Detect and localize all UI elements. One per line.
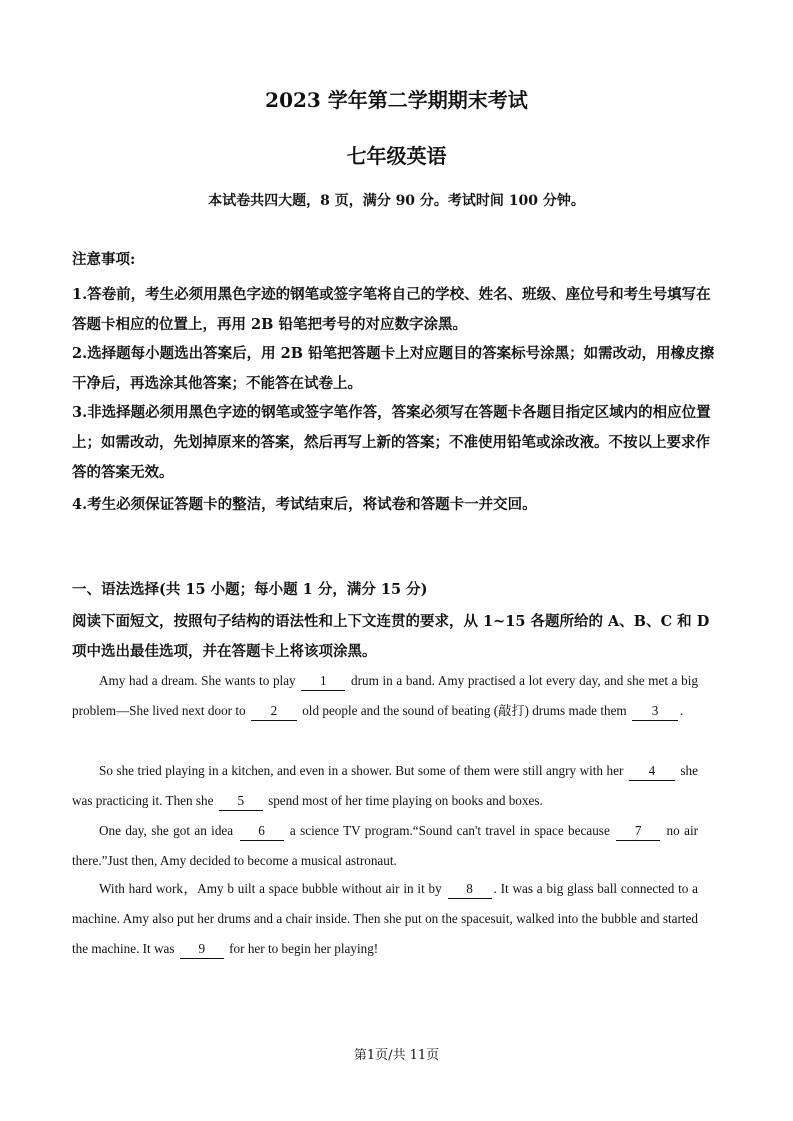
note-item: 3.非选择题必须用黑色字迹的钢笔或签字笔作答，答案必须写在答题卡各题目指定区域内的相应位置上；如需改动，先划掉原来的答案，然后再写上新的答案；不准使用铅笔或涂改液。不按以上要求作答的答案无效。 [72, 404, 711, 481]
passage-paragraph [72, 666, 698, 726]
exam-info: 本试卷共四大题，8 页，满分 90 分。考试时间 100 分钟。 [208, 193, 585, 209]
note-item: 4.考生必须保证答题卡的整洁，考试结束后，将试卷和答题卡一并交回。 [72, 496, 537, 513]
answer-blank: 8 [448, 880, 492, 899]
passage-text: So she tried playing in a kitchen, and even in a shower. But some of them were still angry with her [99, 763, 624, 778]
exam-title: 2023 学年第二学期期末考试 [265, 88, 528, 112]
answer-blank: 7 [616, 822, 660, 841]
answer-blank: 1 [301, 672, 345, 691]
answer-blank: 6 [240, 822, 284, 841]
passage-text: no air there.”Just then, Amy decided to become a musical astronaut. [72, 823, 699, 868]
passage-text: With hard work，Amy b uilt a space bubble without air in it by [99, 881, 442, 896]
passage-text: Amy had a dream. She wants to play [99, 673, 296, 688]
passage-paragraph [72, 874, 698, 964]
passage-paragraph [72, 756, 698, 816]
passage-text: . [680, 703, 684, 718]
passage-text: spend most of her time playing on books and boxes. [268, 793, 543, 808]
passage-text: she was practicing it. Then she [72, 763, 698, 808]
passage-text: for her to begin her playing! [229, 941, 379, 956]
answer-blank: 3 [632, 702, 678, 721]
section-heading: 一、语法选择(共 15 小题；每小题 1 分，满分 15 分) [72, 581, 428, 598]
passage-text: drum in a band. Amy practised a lot every day, and she met a big problem—She lived next door to [72, 673, 699, 718]
passage-text: a science TV program.“Sound can't travel in space because [289, 823, 610, 838]
passage-text: old people and the sound of beating (敲打) drums made them [302, 703, 627, 718]
note-item: 2.选择题每小题选出答案后，用 2B 铅笔把答题卡上对应题目的答案标号涂黑；如需改动，用橡皮擦干净后，再选涂其他答案；不能答在试卷上。 [72, 345, 715, 392]
page-number: 第1页/共 11页 [353, 1048, 440, 1063]
note-item: 1.答卷前，考生必须用黑色字迹的钢笔或签字笔将自己的学校、姓名、班级、座位号和考生号填写在答题卡相应的位置上，再用 2B 铅笔把考号的对应数字涂黑。 [72, 286, 711, 333]
answer-blank: 4 [629, 762, 675, 781]
answer-blank: 9 [180, 940, 224, 959]
passage-text: . It was a big glass ball connected to a machine. Amy also put her drums and a chair inside. Then she put on the spacesuit, walked into the bubble and started the machine. It was [72, 881, 698, 956]
answer-blank: 5 [219, 792, 263, 811]
exam-subtitle: 七年级英语 [346, 144, 447, 168]
notes-heading: 注意事项: [72, 251, 136, 268]
passage-paragraph [72, 816, 698, 876]
answer-blank: 2 [251, 702, 297, 721]
passage-text: One day, she got an idea [99, 823, 234, 838]
section-instruction: 阅读下面短文，按照句子结构的语法性和上下文连贯的要求，从 1~15 各题所给的 A、B、C 和 D 项中选出最佳选项，并在答题卡上将该项涂黑。 [72, 613, 710, 660]
